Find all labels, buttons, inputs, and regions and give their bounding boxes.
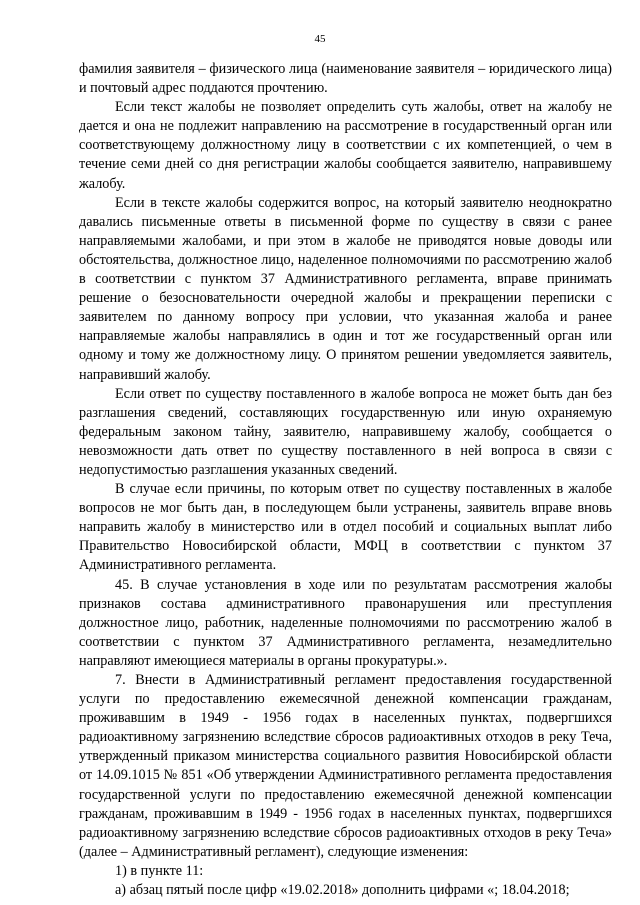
paragraph-subitem-a: а) абзац пятый после цифр «19.02.2018» дополнить цифрами «; 18.04.2018; xyxy=(115,882,570,899)
paragraph-3: Если в тексте жалобы содержится вопрос, на который заявителю неоднократно давались письменные ответы в письменной форме по существу в связи с ранее направляемыми жалобами, и при этом в жалобе не приводятся новые доводы или обстоятельства, должностное лицо, наделенное полномочиями по рассмотрению жалоб в соответствии с пунктом 37 Административного регламента, вправе принимать решение о безосновательности очередной жалобы и прекращении переписки с заявителем по данному вопросу при условии, что указанная жалоба и ранее направляемые жалобы направлялись в один и тот же государственный орган или одному и тому же должностному лицу. О принятом решении уведомляется заявитель, направивший жалобу. xyxy=(79,194,612,383)
paragraph-1: фамилия заявителя – физического лица (наименование заявителя – юридического лица) и почтовый адрес поддаются прочтению. xyxy=(79,61,612,97)
paragraph-7: 7. Внести в Административный регламент предоставления государственной услуги по предоставлению ежемесячной денежной компенсации гражданам, проживавшим в 1949 - 1956 годах в населенных пунктах, подвергшихся радиоактивному загрязнению вследствие сбросов радиоактивных отходов в реку Теча, утвержденный приказом министерства социального развития Новосибирской области от 14.09.1015 № 851 «Об утверждении Административного регламента предоставления государственной услуги по предоставлению ежемесячной денежной компенсации гражданам, проживавшим в 1949 - 1956 годах в населенных пунктах, подвергшихся радиоактивному загрязнению вследствие сбросов радиоактивных отходов в реку Теча» (далее – Административный регламент), следующие изменения: xyxy=(79,672,612,860)
paragraph-2: Если текст жалобы не позволяет определить суть жалобы, ответ на жалобу не дается и она не подлежит направлению на рассмотрение в государственный орган или соответствующему должностному лицу в соответствии с их компетенцией, о чем в течение семи дней со дня регистрации жалобы сообщается заявителю, направившему жалобу. xyxy=(79,99,612,192)
page-number: 45 xyxy=(314,33,326,45)
paragraph-5: В случае если причины, по которым ответ по существу поставленных в жалобе вопросов не мог быть дан, в последующем были устранены, заявитель вправе вновь направить жалобу в министерство или в отдел пособий и социальных выплат либо Правительство Новосибирской области, МФЦ в соответствии с пунктом 37 Административного регламента. xyxy=(79,481,612,574)
paragraph-item-1: 1) в пункте 11: xyxy=(115,862,204,879)
paragraph-45: 45. В случае установления в ходе или по результатам рассмотрения жалобы признаков состава административного правонарушения или преступления должностное лицо, работник, наделенные полномочиями по рассмотрению жалоб в соответствии с пунктом 37 Административного регламента, незамедлительно направляют имеющиеся материалы в органы прокуратуры.». xyxy=(79,576,612,669)
paragraph-4: Если ответ по существу поставленного в жалобе вопроса не может быть дан без разглашения сведений, составляющих государственную или иную охраняемую федеральным законом тайну, заявителю, направившему жалобу, сообщается о невозможности дать ответ по существу поставленного в ней вопроса в связи с недопустимостью разглашения указанных сведений. xyxy=(79,385,612,478)
document-body xyxy=(79,60,612,900)
